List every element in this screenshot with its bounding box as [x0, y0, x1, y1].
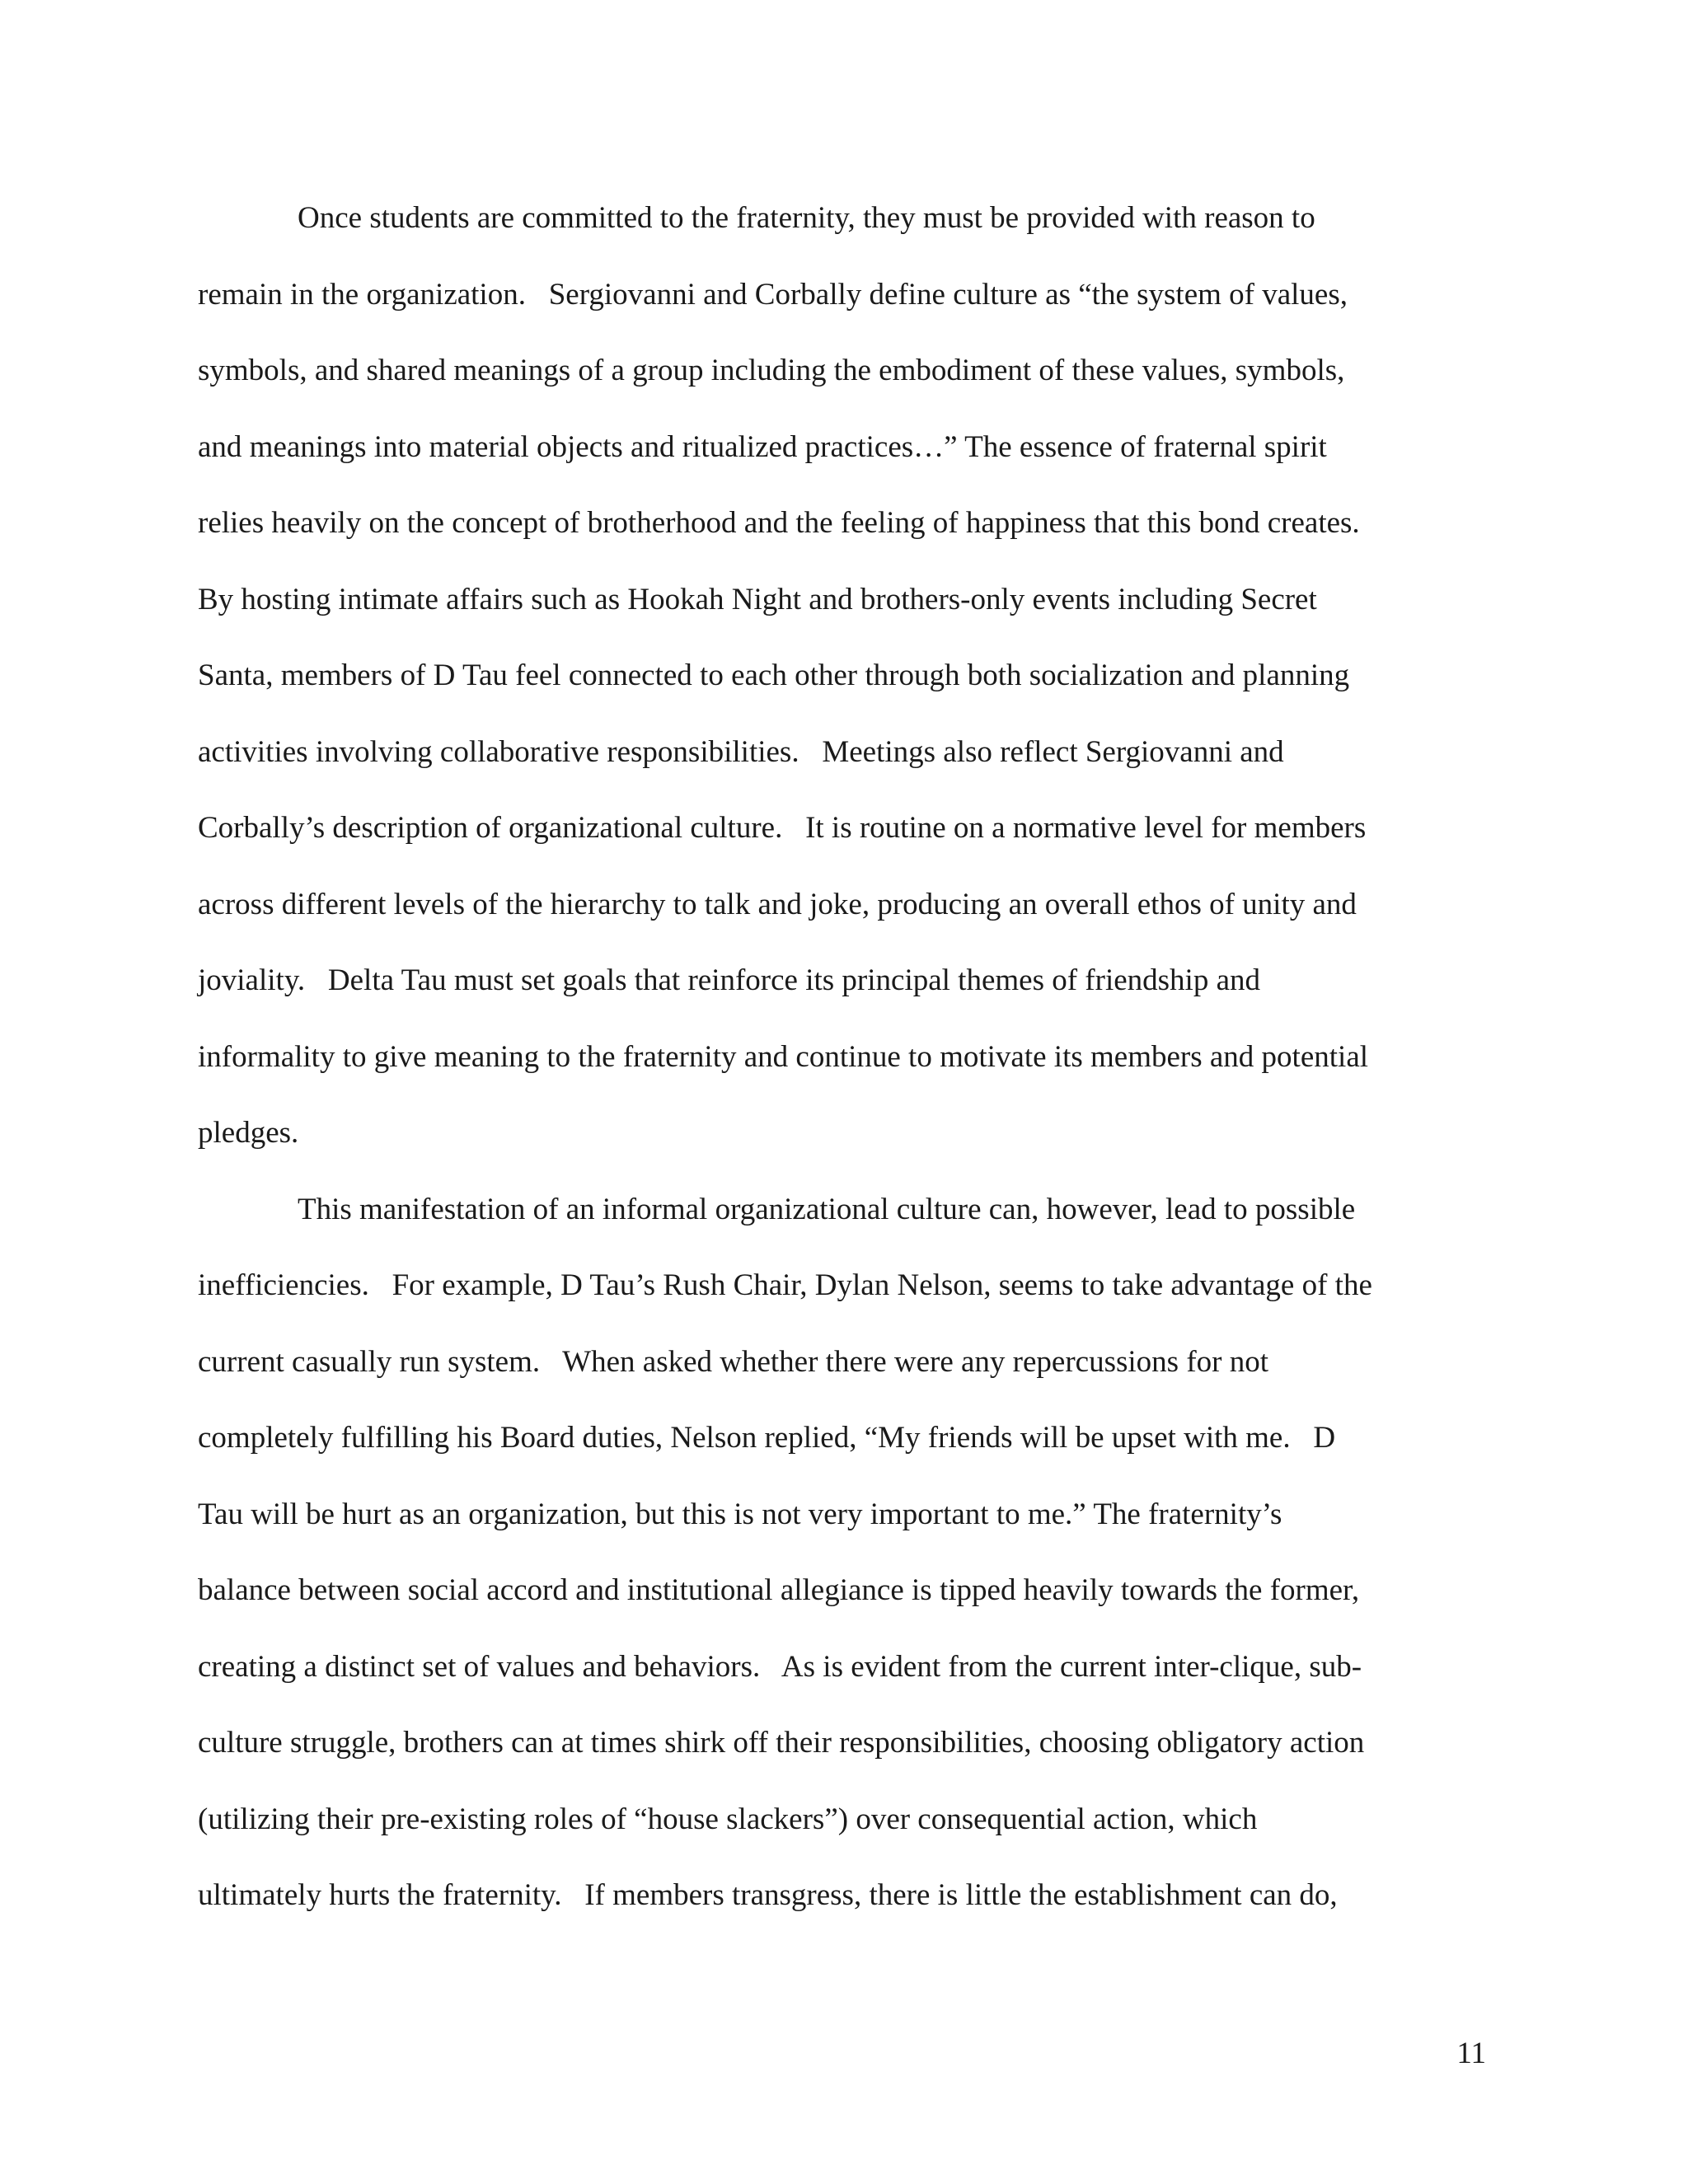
- paragraph-1-line-5: relies heavily on the concept of brotherhood and the feeling of happiness that this bond creates.: [198, 506, 1360, 540]
- paragraph-2-line-5: Tau will be hurt as an organization, but this is not very important to me.” The fraternity’s: [198, 1497, 1282, 1531]
- paragraph-1-line-2: remain in the organization. Sergiovanni and Corbally define culture as “the system of values,: [198, 277, 1348, 312]
- paragraph-2-line-7: creating a distinct set of values and behaviors. As is evident from the current inter-clique, sub-: [198, 1649, 1362, 1684]
- paragraph-1-line-8: activities involving collaborative responsibilities. Meetings also reflect Sergiovanni and: [198, 734, 1284, 769]
- paragraph-2-line-9: (utilizing their pre-existing roles of “house slackers”) over consequential action, which: [198, 1802, 1258, 1836]
- paragraph-1-line-1: Once students are committed to the fraternity, they must be provided with reason to: [298, 201, 1315, 235]
- paragraph-2-line-10: ultimately hurts the fraternity. If members transgress, there is little the establishment can do,: [198, 1878, 1338, 1912]
- paragraph-2-line-2: inefficiencies. For example, D Tau’s Rush Chair, Dylan Nelson, seems to take advantage of the: [198, 1268, 1372, 1302]
- paragraph-1-line-13: pledges.: [198, 1116, 299, 1150]
- paragraph-1-line-12: informality to give meaning to the fraternity and continue to motivate its members and potential: [198, 1039, 1369, 1074]
- body-text: [198, 190, 1500, 1944]
- paragraph-2-line-1: This manifestation of an informal organizational culture can, however, lead to possible: [298, 1192, 1356, 1226]
- paragraph-1-line-3: symbols, and shared meanings of a group including the embodiment of these values, symbols,: [198, 354, 1345, 387]
- paragraph-2-line-3: current casually run system. When asked whether there were any repercussions for not: [198, 1344, 1268, 1379]
- paragraph-2-line-4: completely fulfilling his Board duties, Nelson replied, “My friends will be upset with me. D: [198, 1421, 1336, 1455]
- paragraph-2-line-8: culture struggle, brothers can at times shirk off their responsibilities, choosing obligatory action: [198, 1726, 1365, 1760]
- paragraph-1-line-4: and meanings into material objects and ritualized practices…” The essence of fraternal spirit: [198, 429, 1327, 464]
- paragraph-1-line-10: across different levels of the hierarchy to talk and joke, producing an overall ethos of unity and: [198, 887, 1357, 921]
- paragraph-1-line-9: Corbally’s description of organizational culture. It is routine on a normative level for members: [198, 811, 1367, 845]
- paragraph-2-line-6: balance between social accord and institutional allegiance is tipped heavily towards the former,: [198, 1573, 1360, 1607]
- paragraph-1-line-11: joviality. Delta Tau must set goals that reinforce its principal themes of friendship and: [198, 963, 1261, 997]
- paragraph-1-line-7: Santa, members of D Tau feel connected to each other through both socialization and planning: [198, 658, 1350, 692]
- page-number: 11: [1456, 2036, 1486, 2070]
- paragraph-1-line-6: By hosting intimate affairs such as Hookah Night and brothers-only events including Secret: [198, 582, 1317, 616]
